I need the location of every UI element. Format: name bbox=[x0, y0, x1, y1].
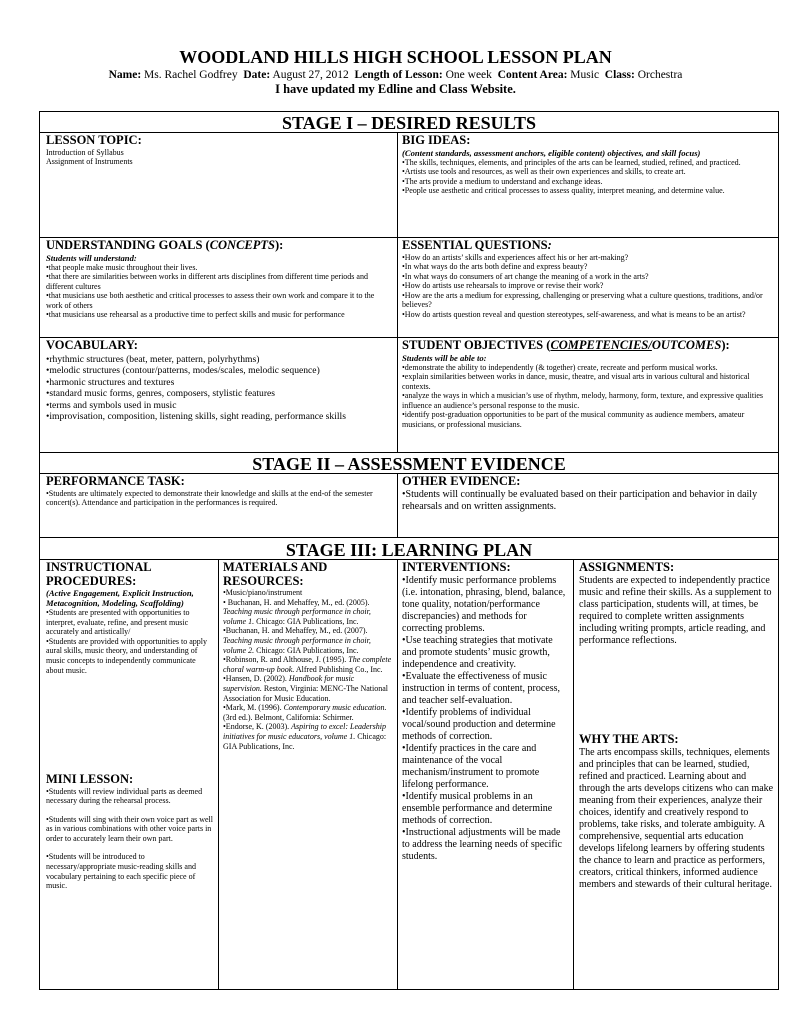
essential-question-item: •In what ways do consumers of art change the meaning of a work in the arts? bbox=[402, 271, 649, 281]
instructional-item: •Students are provided with opportunities to apply aural skills, music theory, and understanding of music concepts to independently communicate about music. bbox=[46, 636, 207, 675]
material-item: •Hansen, D. (2002). Handbook for music supervision. Reston, Virginia: MENC-The National Association for Music Education. bbox=[223, 674, 388, 703]
interventions-heading: INTERVENTIONS: bbox=[402, 560, 511, 574]
mini-lesson-cell bbox=[46, 773, 214, 891]
rule bbox=[573, 559, 574, 990]
rule bbox=[218, 559, 219, 990]
essential-questions-heading: ESSENTIAL QUESTIONS: bbox=[402, 238, 552, 252]
performance-task-heading: PERFORMANCE TASK: bbox=[46, 474, 185, 488]
intervention-item: •Identify musical problems in an ensemble performance and determine methods of correction. bbox=[402, 790, 553, 826]
vocabulary-item: •improvisation, composition, listening skills, sight reading, performance skills bbox=[46, 411, 346, 423]
other-evidence-heading: OTHER EVIDENCE: bbox=[402, 474, 521, 488]
intervention-item: •Instructional adjustments will be made to address the learning needs of specific students. bbox=[402, 826, 562, 862]
document-title: WOODLAND HILLS HIGH SCHOOL LESSON PLAN bbox=[179, 47, 612, 67]
lesson-topic-item: Introduction of Syllabus bbox=[46, 147, 124, 157]
material-item: •Robinson, R. and Althouse, J. (1995). The complete choral warm-up book. Alfred Publishing Co., Inc. bbox=[223, 655, 392, 674]
other-evidence-text: •Students will continually be evaluated based on their participation and behavior in daily rehearsals and on written assignments. bbox=[402, 488, 758, 512]
name-label: Name: bbox=[108, 69, 142, 81]
lesson-topic-item: Assignment of Instruments bbox=[46, 157, 133, 167]
vocabulary-item: •rhythmic structures (beat, meter, pattern, polyrhythms) bbox=[46, 353, 260, 365]
vocabulary-item: •harmonic structures and textures bbox=[46, 376, 175, 388]
big-idea-item: •The skills, techniques, elements, and principles of the arts can be learned, studied, refined, and practiced. bbox=[402, 157, 741, 167]
length-label: Length of Lesson: bbox=[354, 69, 443, 81]
big-ideas-subheading: (Content standards, assessment anchors, eligible content) objectives, and skill focus) bbox=[402, 147, 701, 158]
lesson-meta-line bbox=[0, 68, 791, 82]
student-objective-item: •explain similarities between works in dance, music, theatre, and visual arts in various cultural and historical contexts. bbox=[402, 372, 750, 391]
performance-task-cell bbox=[46, 475, 392, 508]
student-objective-item: •demonstrate the ability to independently (& together) create, recreate and perform musical works. bbox=[402, 362, 718, 372]
vocabulary-item: •terms and symbols used in music bbox=[46, 399, 177, 411]
instructional-procedures-heading: INSTRUCTIONAL PROCEDURES: bbox=[46, 560, 151, 588]
big-idea-item: •Artists use tools and resources, as well as their own experiences and skills, to create art. bbox=[402, 167, 686, 177]
student-objective-item: •analyze the ways in which a musician’s use of rhythm, melody, harmony, form, texture, and expressive qualities influence an audience’s personal response to the music. bbox=[402, 391, 763, 410]
understanding-goal-item: •that people make music throughout their lives. bbox=[46, 262, 198, 272]
mini-lesson-heading: MINI LESSON: bbox=[46, 772, 134, 786]
intervention-item: •Evaluate the effectiveness of music instruction in terms of content, process, and teacher self-evaluation. bbox=[402, 670, 561, 706]
lesson-topic-cell bbox=[46, 134, 392, 167]
material-item: • Buchanan, H. and Mehaffey, M., ed. (2005). Teaching music through performance in choir, volume 1. Chicago: GIA Publications, Inc. bbox=[223, 597, 371, 626]
student-objectives-subheading: Students will be able to: bbox=[402, 352, 487, 363]
material-item: •Mark, M. (1996). Contemporary music education. (3rd ed.). Belmont, California: Schirmer. bbox=[223, 703, 387, 722]
class-label: Class: bbox=[604, 69, 635, 81]
rule bbox=[39, 452, 779, 453]
update-note: I have updated my Edline and Class Website. bbox=[275, 82, 516, 96]
lesson-topic-heading: LESSON TOPIC: bbox=[46, 133, 142, 147]
understanding-goals-heading: UNDERSTANDING GOALS (CONCEPTS): bbox=[46, 238, 284, 252]
materials-heading: MATERIALS AND RESOURCES: bbox=[223, 560, 328, 588]
date-value: August 27, 2012 bbox=[272, 69, 349, 81]
stage-3-title: STAGE III: LEARNING PLAN bbox=[285, 540, 533, 560]
essential-question-item: •How do an artists’ skills and experiences affect his or her art-making? bbox=[402, 252, 629, 262]
vocabulary-item: •melodic structures (contour/patterns, modes/scales, melodic sequence) bbox=[46, 365, 320, 377]
big-ideas-heading: BIG IDEAS: bbox=[402, 133, 471, 147]
essential-question-item: •How are the arts a medium for expressing, challenging or preserving what a culture questions, traditions, and/or believes? bbox=[402, 290, 763, 310]
intervention-item: •Identify problems of individual vocal/sound production and determine methods of correction. bbox=[402, 706, 556, 742]
interventions-cell bbox=[402, 561, 569, 863]
date-label: Date: bbox=[243, 69, 271, 81]
understanding-goal-item: •that musicians use rehearsal as a productive time to perfect skills and music for performance bbox=[46, 310, 345, 320]
understanding-goal-item: •that musicians use both aesthetic and critical processes to assess their own work and compare it to the work of others bbox=[46, 291, 375, 310]
big-idea-item: •The arts provide a medium to understand and exchange ideas. bbox=[402, 176, 603, 186]
why-the-arts-cell bbox=[579, 733, 775, 891]
name-value: Ms. Rachel Godfrey bbox=[144, 69, 238, 81]
material-item: •Endorse, K. (2003). Aspiring to excel: Leadership initiatives for music educators, volume 1. Chicago: GIA Publications, Inc. bbox=[223, 722, 387, 751]
vocabulary-item: •standard music forms, genres, composers, stylistic features bbox=[46, 388, 276, 400]
student-objectives-heading: STUDENT OBJECTIVES (COMPETENCIES/OUTCOMES): bbox=[402, 338, 730, 352]
content-area-value: Music bbox=[570, 69, 600, 81]
understanding-goal-item: •that there are similarities between works in different arts disciplines from different time periods and different cultures bbox=[46, 272, 368, 291]
mini-lesson-item: •Students will review individual parts as deemed necessary during the rehearsal process. bbox=[46, 786, 203, 806]
assignments-cell bbox=[579, 561, 775, 647]
essential-question-item: •How do artists question reveal and question stereotypes, self-awareness, and what is means to be an artist? bbox=[402, 310, 746, 320]
big-idea-item: •People use aesthetic and critical processes to assess quality, interpret meaning, and determine value. bbox=[402, 186, 725, 196]
mini-lesson-item: •Students will be introduced to necessary/appropriate music-reading skills and vocabulary pertaining to each specific piece of music. bbox=[46, 852, 196, 891]
rule bbox=[397, 559, 398, 990]
materials-cell bbox=[223, 561, 393, 751]
essential-question-item: •How do artists use rehearsals to improve or revise their work? bbox=[402, 281, 604, 291]
stage-2-title: STAGE II – ASSESSMENT EVIDENCE bbox=[252, 454, 566, 474]
essential-questions-cell bbox=[402, 239, 774, 320]
understanding-goals-cell bbox=[46, 239, 392, 320]
rule bbox=[397, 473, 398, 537]
student-objective-item: •identify post-graduation opportunities to be part of the musical community as audience members, amateur musicians, or professional musicians. bbox=[402, 410, 745, 430]
performance-task-text: •Students are ultimately expected to demonstrate their knowledge and skills at the end-of the semester concert(s). Attendance and participation in the performances is required. bbox=[46, 488, 373, 508]
why-the-arts-heading: WHY THE ARTS: bbox=[579, 732, 679, 746]
instructional-procedures-subheading: (Active Engagement, Explicit Instruction, Metacognition, Modeling, Scaffolding) bbox=[46, 588, 194, 608]
stage-1-title: STAGE I – DESIRED RESULTS bbox=[281, 113, 537, 133]
intervention-item: •Identify practices in the care and maintenance of the vocal mechanism/instrument to promote lifelong performance. bbox=[402, 742, 540, 790]
length-value: One week bbox=[445, 69, 492, 81]
essential-question-item: •In what ways do the arts both define and express beauty? bbox=[402, 262, 588, 272]
rule bbox=[397, 132, 398, 452]
instructional-procedures-cell bbox=[46, 561, 214, 675]
rule bbox=[39, 537, 779, 538]
intervention-item: •Identify music performance problems (i.e. intonation, phrasing, blend, balance, tone quality, notation/performance discrepancies) and methods for correcting problems. bbox=[402, 574, 566, 634]
vocabulary-heading: VOCABULARY: bbox=[46, 338, 138, 352]
why-the-arts-text: The arts encompass skills, techniques, elements and principles that can be learned, studied, refined and practiced. Learning about and through the arts develops citizens who can make meaning from their experiences, analyze their choices, identify and creatively respond to problems, take risks, and tolerate ambiguity. A comprehensive, sequential arts education develops lifelong learners by offering students the chance to learn and practice as performers, creators, critical thinkers, informed audience members and stewards of their cultural heritage. bbox=[579, 746, 774, 890]
material-item: •Music/piano/instrument bbox=[223, 588, 303, 597]
student-objectives-cell bbox=[402, 339, 774, 430]
vocabulary-cell bbox=[46, 339, 392, 423]
assignments-heading: ASSIGNMENTS: bbox=[579, 560, 675, 574]
instructional-item: •Students are presented with opportunities to interpret, evaluate, refine, and present music accurately and artistically/ bbox=[46, 608, 190, 637]
content-area-label: Content Area: bbox=[497, 69, 568, 81]
mini-lesson-item: •Students will sing with their own voice part as well as in various combinations with other voice parts in order to accurately learn their own part. bbox=[46, 814, 213, 843]
assignments-text: Students are expected to independently practice music and refine their skills. As a supplement to class participation, students will, at times, be required to complete written assignments including writing prompts, article reading, and performance reflections. bbox=[579, 574, 772, 646]
intervention-item: •Use teaching strategies that motivate and promote students’ music growth, independence and creativity. bbox=[402, 634, 553, 670]
material-item: •Buchanan, H. and Mehaffey, M., ed. (2007). Teaching music through performance in choir, volume 2. Chicago: GIA Publications, Inc. bbox=[223, 626, 371, 655]
understanding-goals-subheading: Students will understand: bbox=[46, 252, 137, 263]
big-ideas-cell bbox=[402, 134, 774, 196]
other-evidence-cell bbox=[402, 475, 774, 513]
class-value: Orchestra bbox=[637, 69, 683, 81]
